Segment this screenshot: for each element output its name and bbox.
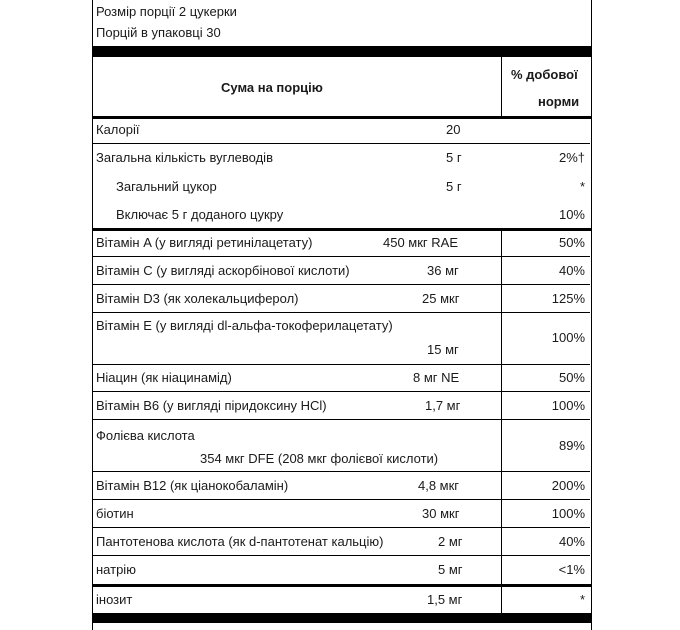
row-divider	[93, 527, 590, 528]
row-amount-biotin: 30 мкг	[422, 506, 460, 521]
row-dv-sodium: <1%	[558, 562, 585, 577]
servings-per-container: Порцій в упаковці 30	[96, 25, 221, 40]
amount-per-serving-header: Сума на порцію	[221, 80, 323, 95]
thick-divider-bottom	[93, 613, 591, 623]
row-amount-vitamin-c: 36 мг	[427, 263, 459, 278]
row-amount-calories: 20	[446, 122, 461, 137]
row-amount-sugars: 5 г	[446, 179, 462, 194]
daily-value-header-line2: норми	[538, 94, 580, 109]
thick-divider-top	[93, 46, 591, 57]
column-divider	[501, 231, 502, 584]
row-dv-sugars: *	[579, 179, 585, 194]
row-amount-carbs: 5 г	[446, 150, 462, 165]
row-divider	[93, 143, 590, 144]
row-dv-vitamin-b12: 200%	[551, 478, 585, 493]
row-dv-niacin: 50%	[558, 370, 585, 385]
column-divider	[501, 57, 502, 116]
row-divider	[93, 312, 590, 313]
row-amount-vitamin-d3: 25 мкг	[422, 291, 460, 306]
row-amount-vitamin-b12: 4,8 мкг	[418, 478, 460, 493]
row-name-calories: Калорії	[96, 122, 140, 137]
daily-value-header-line1: % добової	[511, 67, 578, 82]
row-dv-folic-acid: 89%	[558, 438, 585, 453]
row-name-vitamin-b6: Вітамін B6 (у вигляді піридоксину HCl)	[96, 398, 327, 413]
row-divider	[93, 419, 590, 420]
row-dv-pantothenic-acid: 40%	[558, 534, 585, 549]
row-dv-added-sugar: 10%	[558, 207, 585, 222]
row-dv-inositol: *	[579, 592, 585, 607]
row-name-sugars: Загальний цукор	[116, 179, 217, 194]
row-amount-pantothenic-acid: 2 мг	[438, 534, 463, 549]
row-dv-vitamin-a: 50%	[558, 235, 585, 250]
row-name-vitamin-b12: Вітамін B12 (як ціанокобаламін)	[96, 478, 289, 493]
row-dv-vitamin-e: 100%	[551, 330, 585, 345]
row-name-vitamin-a: Вітамін A (у вигляді ретинілацетату)	[96, 235, 313, 250]
row-divider	[93, 391, 590, 392]
row-name-vitamin-d3: Вітамін D3 (як холекальциферол)	[96, 291, 299, 306]
row-dv-biotin: 100%	[551, 506, 585, 521]
row-name-added-sugar: Включає 5 г доданого цукру	[116, 207, 284, 222]
row-divider	[93, 284, 590, 285]
row-divider	[93, 471, 590, 472]
column-divider	[501, 587, 502, 613]
row-amount-vitamin-b6: 1,7 мг	[425, 398, 461, 413]
row-divider	[93, 555, 590, 556]
row-dv-vitamin-d3: 125%	[551, 291, 585, 306]
row-amount-sodium: 5 мг	[438, 562, 463, 577]
row-divider	[93, 364, 590, 365]
row-name-sodium: натрію	[96, 562, 136, 577]
row-name-biotin: біотин	[96, 506, 134, 521]
row-name-niacin: Ніацин (як ніацинамід)	[96, 370, 232, 385]
row-divider	[93, 499, 590, 500]
thick-divider-header	[93, 116, 591, 119]
row-divider	[93, 256, 590, 257]
row-name-inositol: інозит	[96, 592, 133, 607]
row-amount-vitamin-a: 450 мкг RAE	[383, 235, 459, 250]
row-dv-carbs: 2%†	[558, 150, 585, 165]
row-name-vitamin-c: Вітамін C (у вигляді аскорбінової кислоти)	[96, 263, 350, 278]
row-amount-niacin: 8 мг NE	[413, 370, 460, 385]
row-amount-folic-acid: 354 мкг DFE (208 мкг фолієвої кислоти)	[200, 451, 439, 466]
row-dv-vitamin-b6: 100%	[551, 398, 585, 413]
row-dv-vitamin-c: 40%	[558, 263, 585, 278]
row-name-pantothenic-acid: Пантотенова кислота (як d-пантотенат кальцію)	[96, 534, 384, 549]
serving-size: Розмір порції 2 цукерки	[96, 4, 237, 19]
row-amount-vitamin-e: 15 мг	[427, 342, 459, 357]
row-amount-inositol: 1,5 мг	[427, 592, 463, 607]
thick-divider-inositol	[93, 584, 591, 587]
row-name-vitamin-e: Вітамін E (у вигляді dl-альфа-токоферилацетату)	[96, 318, 393, 333]
row-name-folic-acid: Фолієва кислота	[96, 428, 195, 443]
row-name-carbs: Загальна кількість вуглеводів	[96, 150, 273, 165]
thick-divider-vitamins	[93, 228, 591, 231]
